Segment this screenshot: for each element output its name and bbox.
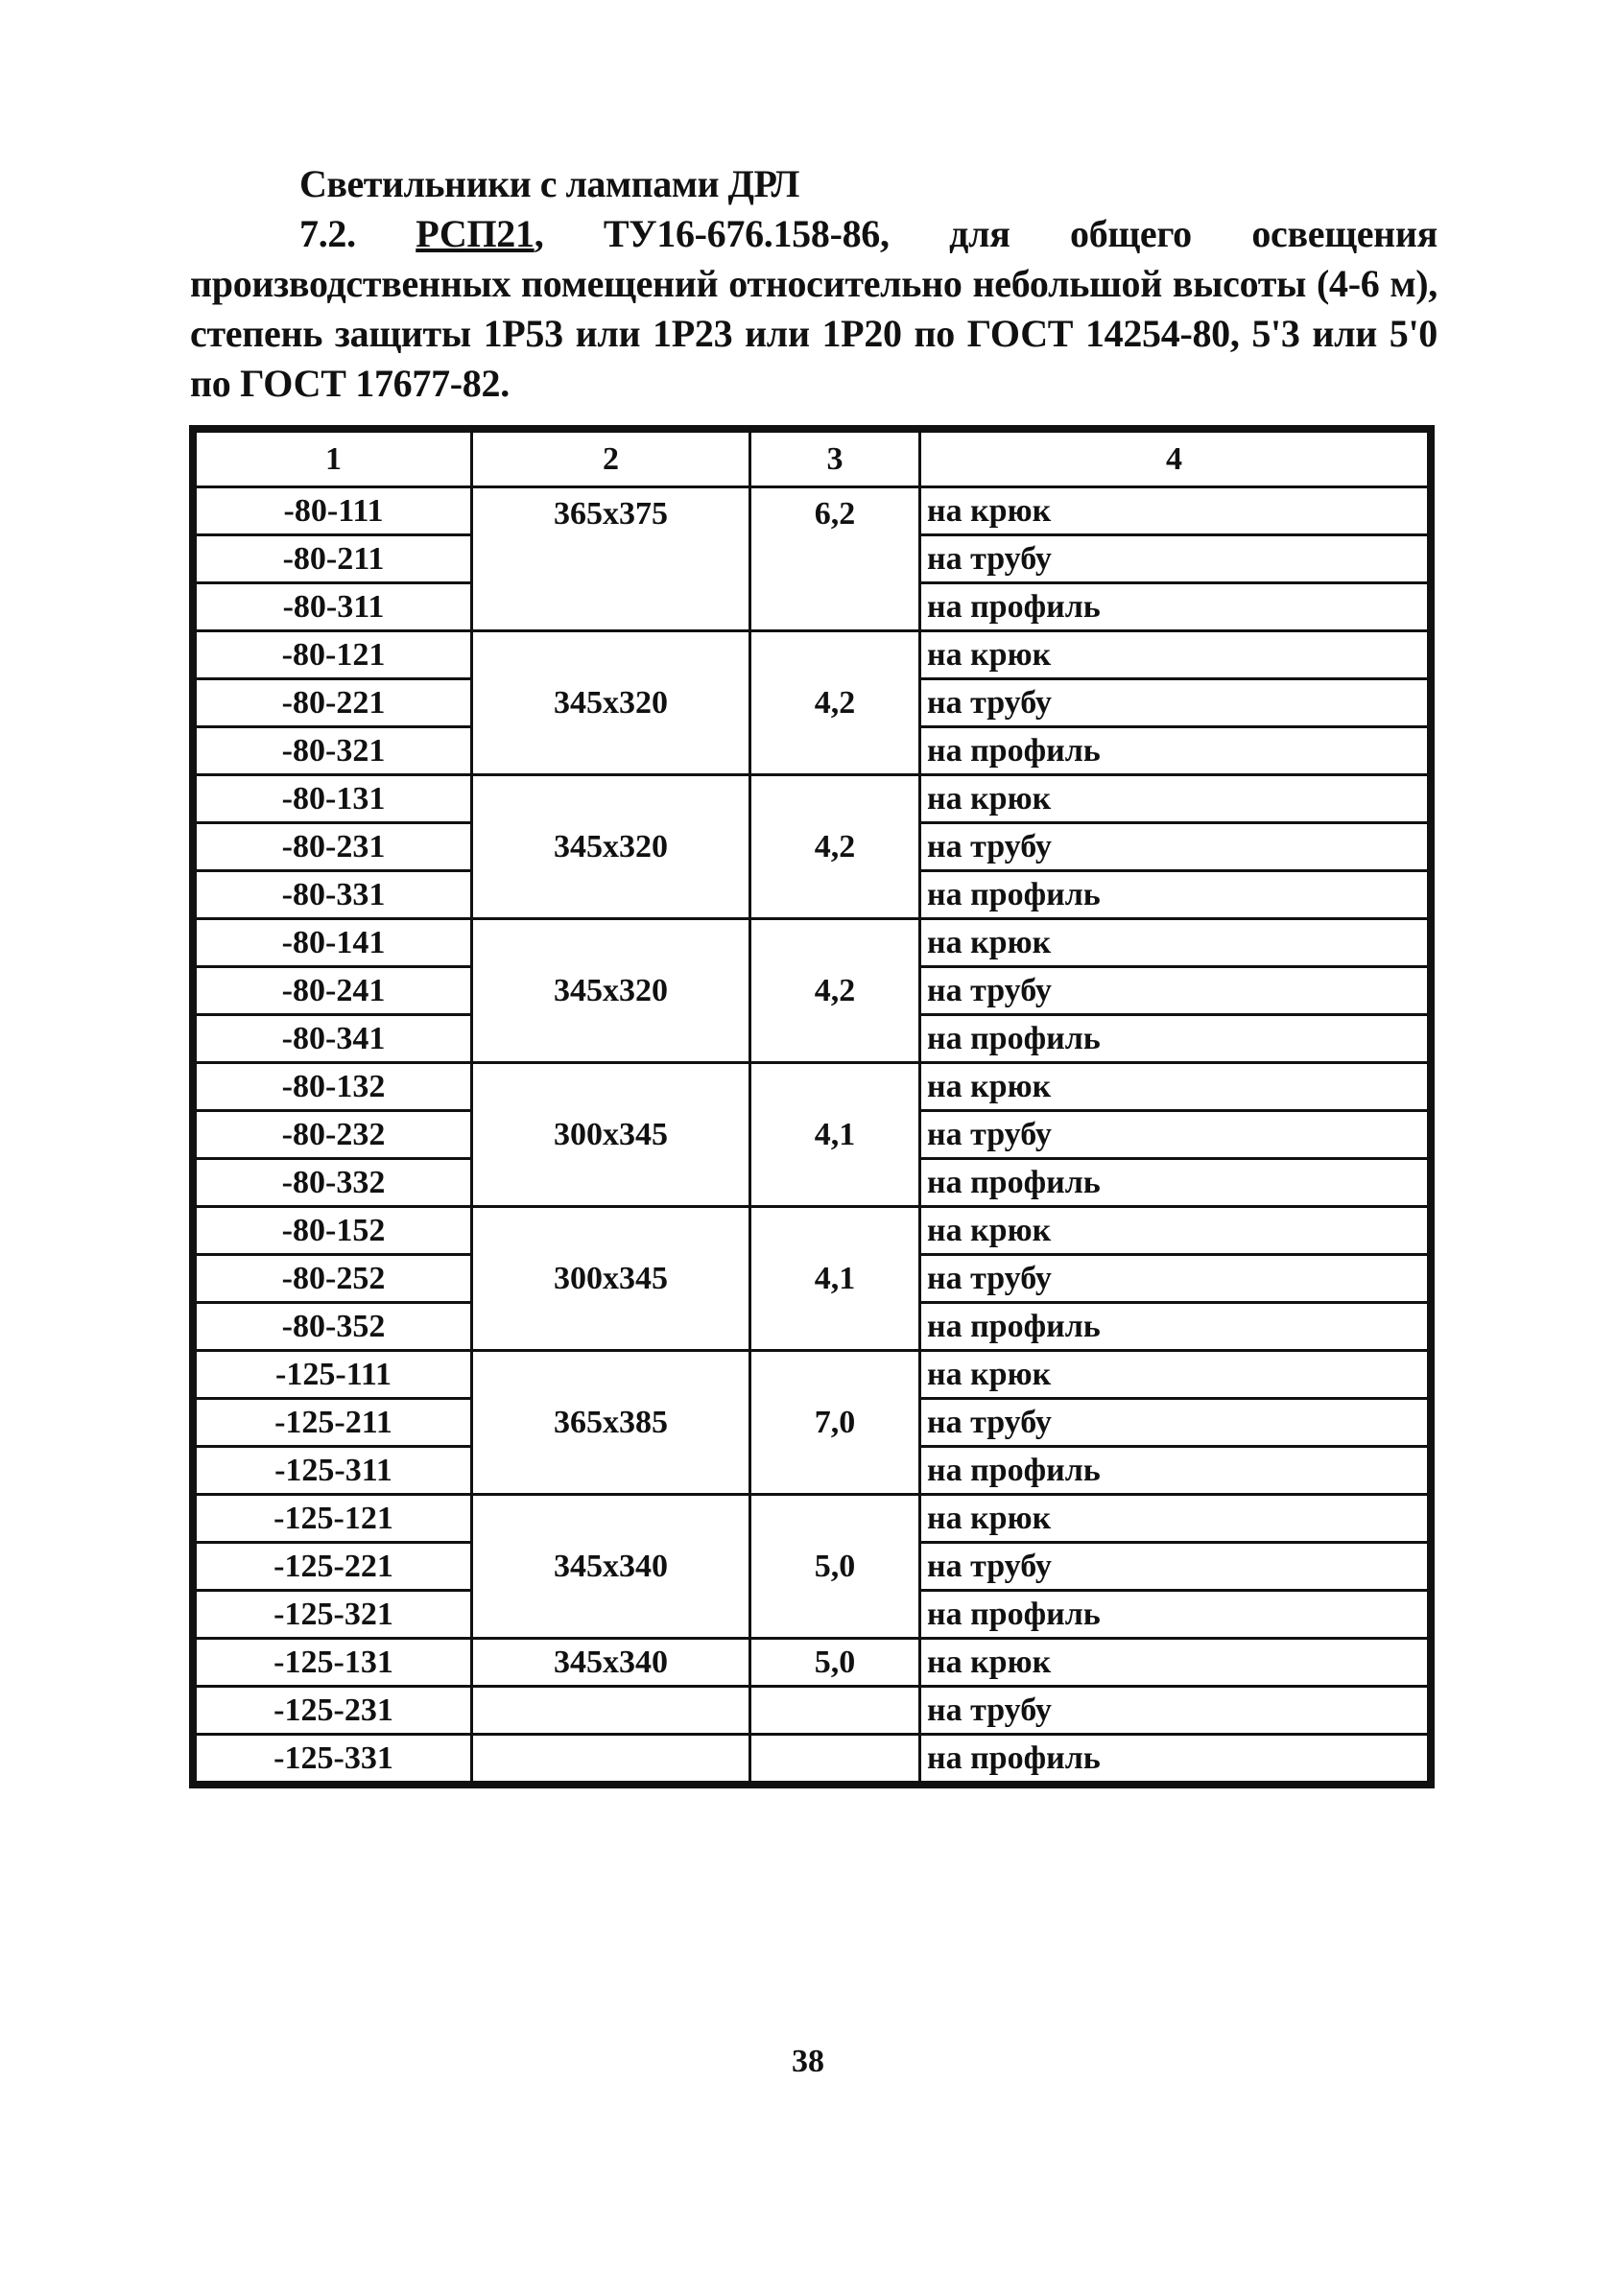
mass-cell: 7,0 bbox=[750, 1351, 920, 1495]
model-cell: -80-121 bbox=[196, 631, 472, 679]
mounting-cell: на крюк bbox=[920, 1639, 1429, 1687]
model-cell: -80-321 bbox=[196, 727, 472, 775]
mass-cell: 4,1 bbox=[750, 1207, 920, 1351]
mounting-cell: на крюк bbox=[920, 1063, 1429, 1111]
model-cell: -80-241 bbox=[196, 967, 472, 1015]
page-number: 38 bbox=[792, 2044, 824, 2079]
mounting-cell: на профиль bbox=[920, 1447, 1429, 1495]
table-row bbox=[196, 1495, 1429, 1543]
mounting-cell: на крюк bbox=[920, 1495, 1429, 1543]
model-cell: -80-141 bbox=[196, 919, 472, 967]
mounting-cell: на трубу bbox=[920, 1687, 1429, 1735]
model-cell: -80-221 bbox=[196, 679, 472, 727]
header-cell-2: 2 bbox=[472, 432, 750, 487]
model-cell: -80-332 bbox=[196, 1159, 472, 1207]
mounting-cell: на трубу bbox=[920, 1543, 1429, 1591]
dimensions-cell: 300x345 bbox=[472, 1207, 750, 1351]
mounting-cell: на крюк bbox=[920, 631, 1429, 679]
mounting-cell: на крюк bbox=[920, 775, 1429, 823]
table-row bbox=[196, 1687, 1429, 1735]
mass-cell: 4,2 bbox=[750, 919, 920, 1063]
mounting-cell: на трубу bbox=[920, 679, 1429, 727]
model-cell: -125-211 bbox=[196, 1399, 472, 1447]
mounting-cell: на трубу bbox=[920, 1255, 1429, 1303]
model-cell: -125-231 bbox=[196, 1687, 472, 1735]
model-cell: -125-121 bbox=[196, 1495, 472, 1543]
table-row bbox=[196, 1735, 1429, 1783]
spec-table bbox=[194, 430, 1430, 1784]
empty-cell bbox=[472, 1687, 750, 1735]
model-cell: -80-352 bbox=[196, 1303, 472, 1351]
luminaire-code: РСП21 bbox=[416, 212, 535, 255]
mounting-cell: на профиль bbox=[920, 583, 1429, 631]
empty-cell bbox=[750, 1735, 920, 1783]
table-row bbox=[196, 775, 1429, 823]
mounting-cell: на трубу bbox=[920, 823, 1429, 871]
header-cell-1: 1 bbox=[196, 432, 472, 487]
spec-table-frame bbox=[189, 425, 1435, 1788]
mounting-cell: на трубу bbox=[920, 535, 1429, 583]
dimensions-cell: 345x320 bbox=[472, 631, 750, 775]
mounting-cell: на профиль bbox=[920, 871, 1429, 919]
dimensions-cell: 365x375 bbox=[472, 487, 750, 631]
model-cell: -80-132 bbox=[196, 1063, 472, 1111]
model-cell: -125-331 bbox=[196, 1735, 472, 1783]
mounting-cell: на профиль bbox=[920, 1303, 1429, 1351]
model-cell: -80-152 bbox=[196, 1207, 472, 1255]
table-row bbox=[196, 1063, 1429, 1111]
mounting-cell: на профиль bbox=[920, 1159, 1429, 1207]
mass-cell: 6,2 bbox=[750, 487, 920, 631]
model-cell: -125-131 bbox=[196, 1639, 472, 1687]
table-row bbox=[196, 631, 1429, 679]
dimensions-cell: 345x340 bbox=[472, 1639, 750, 1687]
mounting-cell: на крюк bbox=[920, 1351, 1429, 1399]
mounting-cell: на профиль bbox=[920, 1591, 1429, 1639]
model-cell: -80-311 bbox=[196, 583, 472, 631]
model-cell: -80-211 bbox=[196, 535, 472, 583]
table-row bbox=[196, 1639, 1429, 1687]
table-row bbox=[196, 1207, 1429, 1255]
header-cell-3: 3 bbox=[750, 432, 920, 487]
model-cell: -80-231 bbox=[196, 823, 472, 871]
header-cell-4: 4 bbox=[920, 432, 1429, 487]
model-cell: -80-232 bbox=[196, 1111, 472, 1159]
mounting-cell: на трубу bbox=[920, 1399, 1429, 1447]
model-cell: -80-252 bbox=[196, 1255, 472, 1303]
table-row bbox=[196, 487, 1429, 535]
dimensions-cell: 345x340 bbox=[472, 1495, 750, 1639]
model-cell: -80-131 bbox=[196, 775, 472, 823]
dimensions-cell: 345x320 bbox=[472, 919, 750, 1063]
mounting-cell: на профиль bbox=[920, 1735, 1429, 1783]
model-cell: -80-331 bbox=[196, 871, 472, 919]
mounting-cell: на крюк bbox=[920, 487, 1429, 535]
table-row bbox=[196, 919, 1429, 967]
mass-cell: 4,1 bbox=[750, 1063, 920, 1207]
mounting-cell: на профиль bbox=[920, 727, 1429, 775]
intro-text: , ТУ16-676.158-86, для общего освещения производственных помещений относительно небольшой высоты (4-6 м), степень защиты 1Р53 или 1Р23 или 1Р20 по ГОСТ 14254-80, 5'3 или 5'0 по ГОСТ 17677-82. bbox=[190, 212, 1438, 405]
mounting-cell: на крюк bbox=[920, 1207, 1429, 1255]
model-cell: -125-221 bbox=[196, 1543, 472, 1591]
clause-number: 7.2. bbox=[299, 212, 356, 255]
table-header-row bbox=[196, 432, 1429, 487]
model-cell: -80-111 bbox=[196, 487, 472, 535]
section-heading: Светильники с лампами ДРЛ bbox=[299, 162, 799, 205]
dimensions-cell: 365x385 bbox=[472, 1351, 750, 1495]
mass-cell: 4,2 bbox=[750, 775, 920, 919]
dimensions-cell: 300x345 bbox=[472, 1063, 750, 1207]
model-cell: -80-341 bbox=[196, 1015, 472, 1063]
mass-cell: 5,0 bbox=[750, 1639, 920, 1687]
model-cell: -125-111 bbox=[196, 1351, 472, 1399]
table-row bbox=[196, 1351, 1429, 1399]
mass-cell: 5,0 bbox=[750, 1495, 920, 1639]
table-body bbox=[196, 487, 1429, 1783]
dimensions-cell: 345x320 bbox=[472, 775, 750, 919]
mounting-cell: на профиль bbox=[920, 1015, 1429, 1063]
mounting-cell: на крюк bbox=[920, 919, 1429, 967]
empty-cell bbox=[750, 1687, 920, 1735]
model-cell: -125-321 bbox=[196, 1591, 472, 1639]
mounting-cell: на трубу bbox=[920, 967, 1429, 1015]
model-cell: -125-311 bbox=[196, 1447, 472, 1495]
intro-paragraph bbox=[190, 209, 1438, 409]
mounting-cell: на трубу bbox=[920, 1111, 1429, 1159]
empty-cell bbox=[472, 1735, 750, 1783]
mass-cell: 4,2 bbox=[750, 631, 920, 775]
